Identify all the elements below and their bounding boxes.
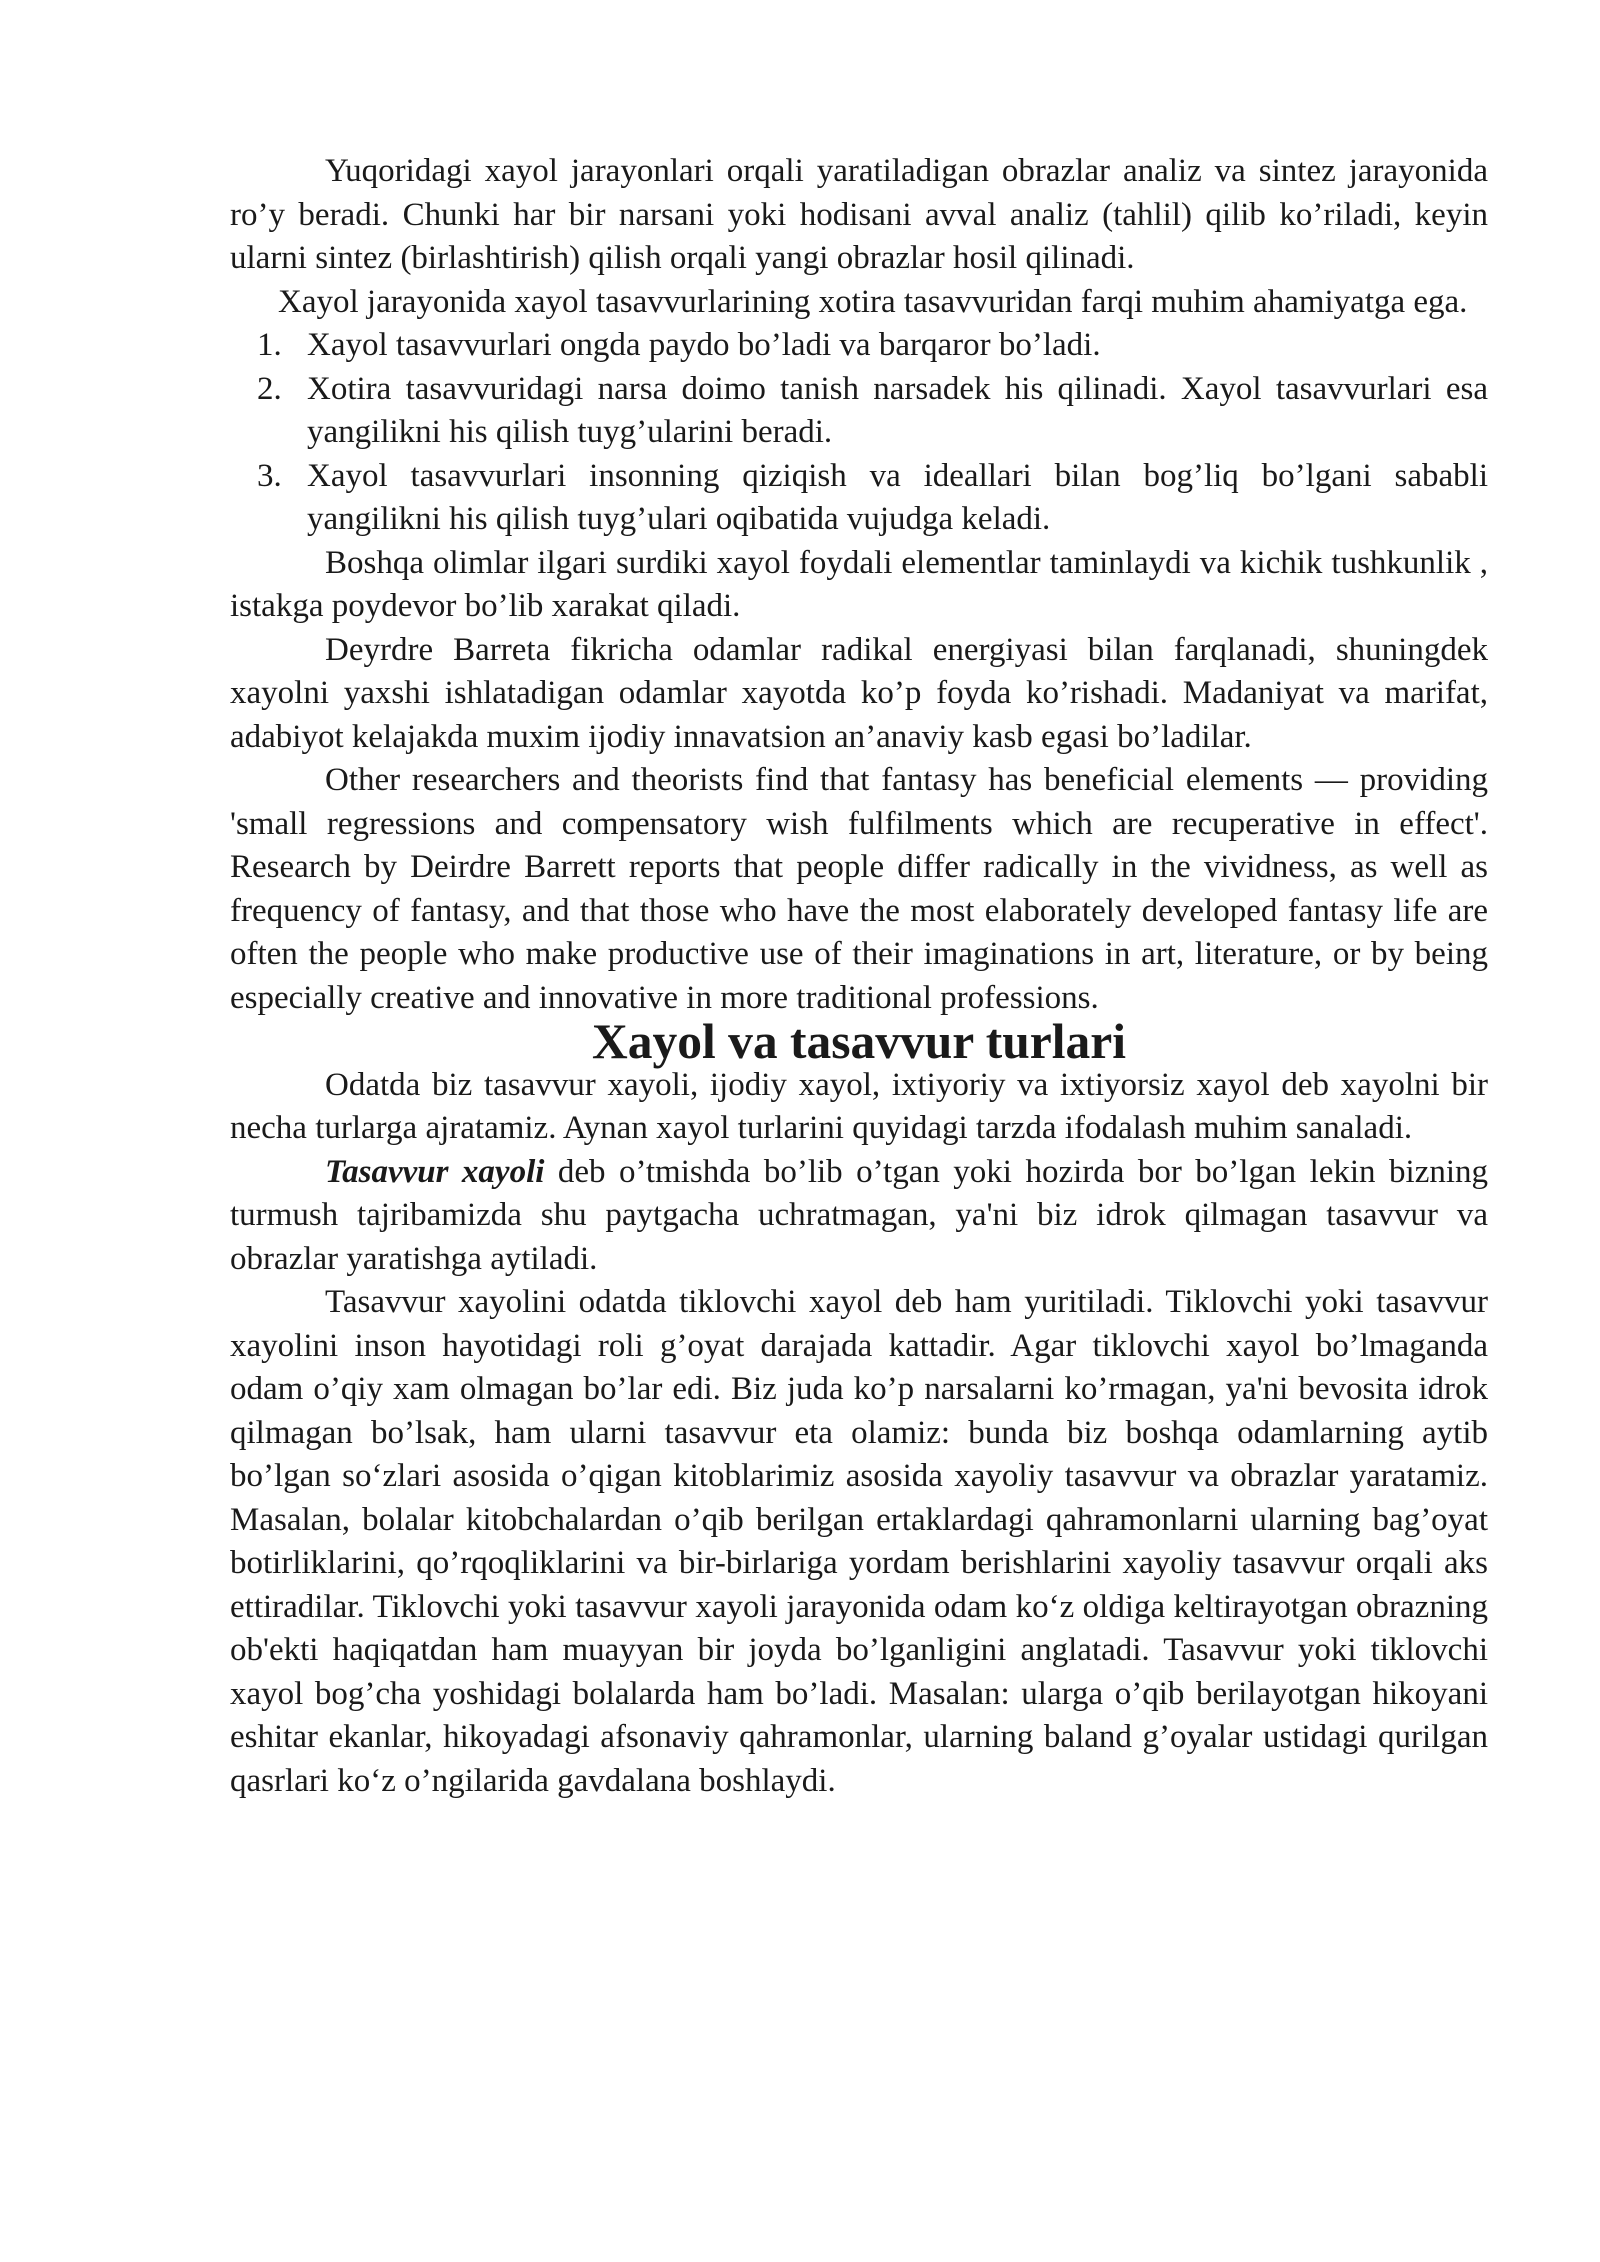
list-item-number: 3. xyxy=(257,457,282,494)
list-item-text: Xotira tasavvuridagi narsa doimo tanish narsadek his qilinadi. Xayol tasavvurlari esa yangilikni his qilish tuyg’ularini beradi. xyxy=(307,370,1488,450)
paragraph-tasavvur-xayoli xyxy=(230,1151,1488,1282)
list-item-text: Xayol tasavvurlari ongda paydo bo’ladi va barqaror bo’ladi. xyxy=(307,327,1101,363)
list-item-number: 1. xyxy=(257,327,282,363)
paragraph-english-research: Other researchers and theorists find that fantasy has beneficial elements — providing 'small regressions and compensatory wish fulfilments which are recuperative in effect'. Research by Deirdre Barrett reports that people differ radically in the vividness, as well as frequency of fantasy, and that those who have the most elaborately developed fantasy life are often the people who make productive use of their imaginations in art, literature, or by being especially creative and innovative in more traditional professions. xyxy=(230,762,1488,1016)
list-item xyxy=(230,324,1488,368)
paragraph-tasavvur-xayoli-text: deb o’tmishda bo’lib o’tgan yoki hozirda bor bo’lgan lekin bizning turmush tajribamizda shu paytgacha uchratmagan, ya'ni biz idrok qilmagan tasavvur va obrazlar yaratishga aytiladi. xyxy=(230,1153,1489,1277)
paragraph-other-scholars: Boshqa olimlar ilgari surdiki xayol foydali elementlar taminlaydi va kichik tushkunlik , istakga poydevor bo’lib xarakat qiladi. xyxy=(230,544,1488,624)
paragraph-analysis-synthesis: Yuqoridagi xayol jarayonlari orqali yaratiladigan obrazlar analiz va sintez jarayonida ro’y beradi. Chunki har bir narsani yoki hodisani avval analiz (tahlil) qilib ko’riladi, keyin ularni sintez (birlashtirish) qilish orqali yangi obrazlar hosil qilinadi. xyxy=(230,153,1488,276)
list-item xyxy=(230,368,1488,455)
list-item xyxy=(230,455,1488,542)
paragraph-tiklovchi-xayol: Tasavvur xayolini odatda tiklovchi xayol deb ham yuritiladi. Tiklovchi yoki tasavvur xayolini inson hayotidagi roli g’oyat darajada kattadir. Agar tiklovchi xayol bo’lmaganda odam o’qiy xam olmagan bo’lar edi. Biz juda ko’p narsalarni ko’rmagan, ya'ni bevosita idrok qilmagan bo’lsak, ham ularni tasavvur eta olamiz: bunda biz boshqa odamlarning aytib bo’lgan so‘zlari asosida o’qigan kitoblarimiz asosida xayoliy tasavvur va obrazlar yaratamiz. Masalan, bolalar kitobchalardan o’qib berilgan ertaklardagi qahramonlarni ularning bag’oyat botirliklarini, qo’rqoqliklarini va bir-birlariga yordam berishlarini xayoliy tasavvur orqali aks ettiradilar. Tiklovchi yoki tasavvur xayoli jarayonida odam ko‘z oldiga keltirayotgan obrazning ob'ekti haqiqatdan ham muayyan bir joyda bo’lganligini anglatadi. Tasavvur yoki tiklovchi xayol bog’cha yoshidagi bolalarda ham bo’ladi. Masalan: ularga o’qib berilayotgan hikoyani eshitar ekanlar, hikoyadagi afsonaviy qahramonlar, ularning baland g’oyalar ustidagi qurilgan qasrlari ko‘z o’ngilarida gavdalana boshlaydi. xyxy=(230,1284,1488,1799)
document-page xyxy=(230,150,1488,1803)
term-tasavvur-xayoli: Tasavvur xayoli xyxy=(325,1153,545,1190)
differences-list xyxy=(230,324,1488,542)
paragraph-barreta: Deyrdre Barreta fikricha odamlar radikal energiyasi bilan farqlanadi, shuningdek xayolni yaxshi ishlatadigan odamlar xayotda ko’p foyda ko’rishadi. Madaniyat va marifat, adabiyot kelajakda muxim ijodiy innavatsion an’anaviy kasb egasi bo’ladilar. xyxy=(230,631,1488,755)
list-item-number: 2. xyxy=(257,370,282,407)
list-item-text: Xayol tasavvurlari insonning qiziqish va ideallari bilan bog’liq bo’lgani sababli yangilikni his qilish tuyg’ulari oqibatida vujudga keladi. xyxy=(307,457,1488,537)
paragraph-types-intro: Odatda biz tasavvur xayoli, ijodiy xayol, ixtiyoriy va ixtiyorsiz xayol deb xayolni bir necha turlarga ajratamiz. Aynan xayol turlarini quyidagi tarzda ifodalash muhim sanaladi. xyxy=(230,1066,1488,1146)
section-heading: Xayol va tasavvur turlari xyxy=(592,1014,1126,1069)
paragraph-memory-difference: Xayol jarayonida xayol tasavvurlarining xotira tasavvuridan farqi muhim ahamiyatga ega. xyxy=(278,283,1468,320)
